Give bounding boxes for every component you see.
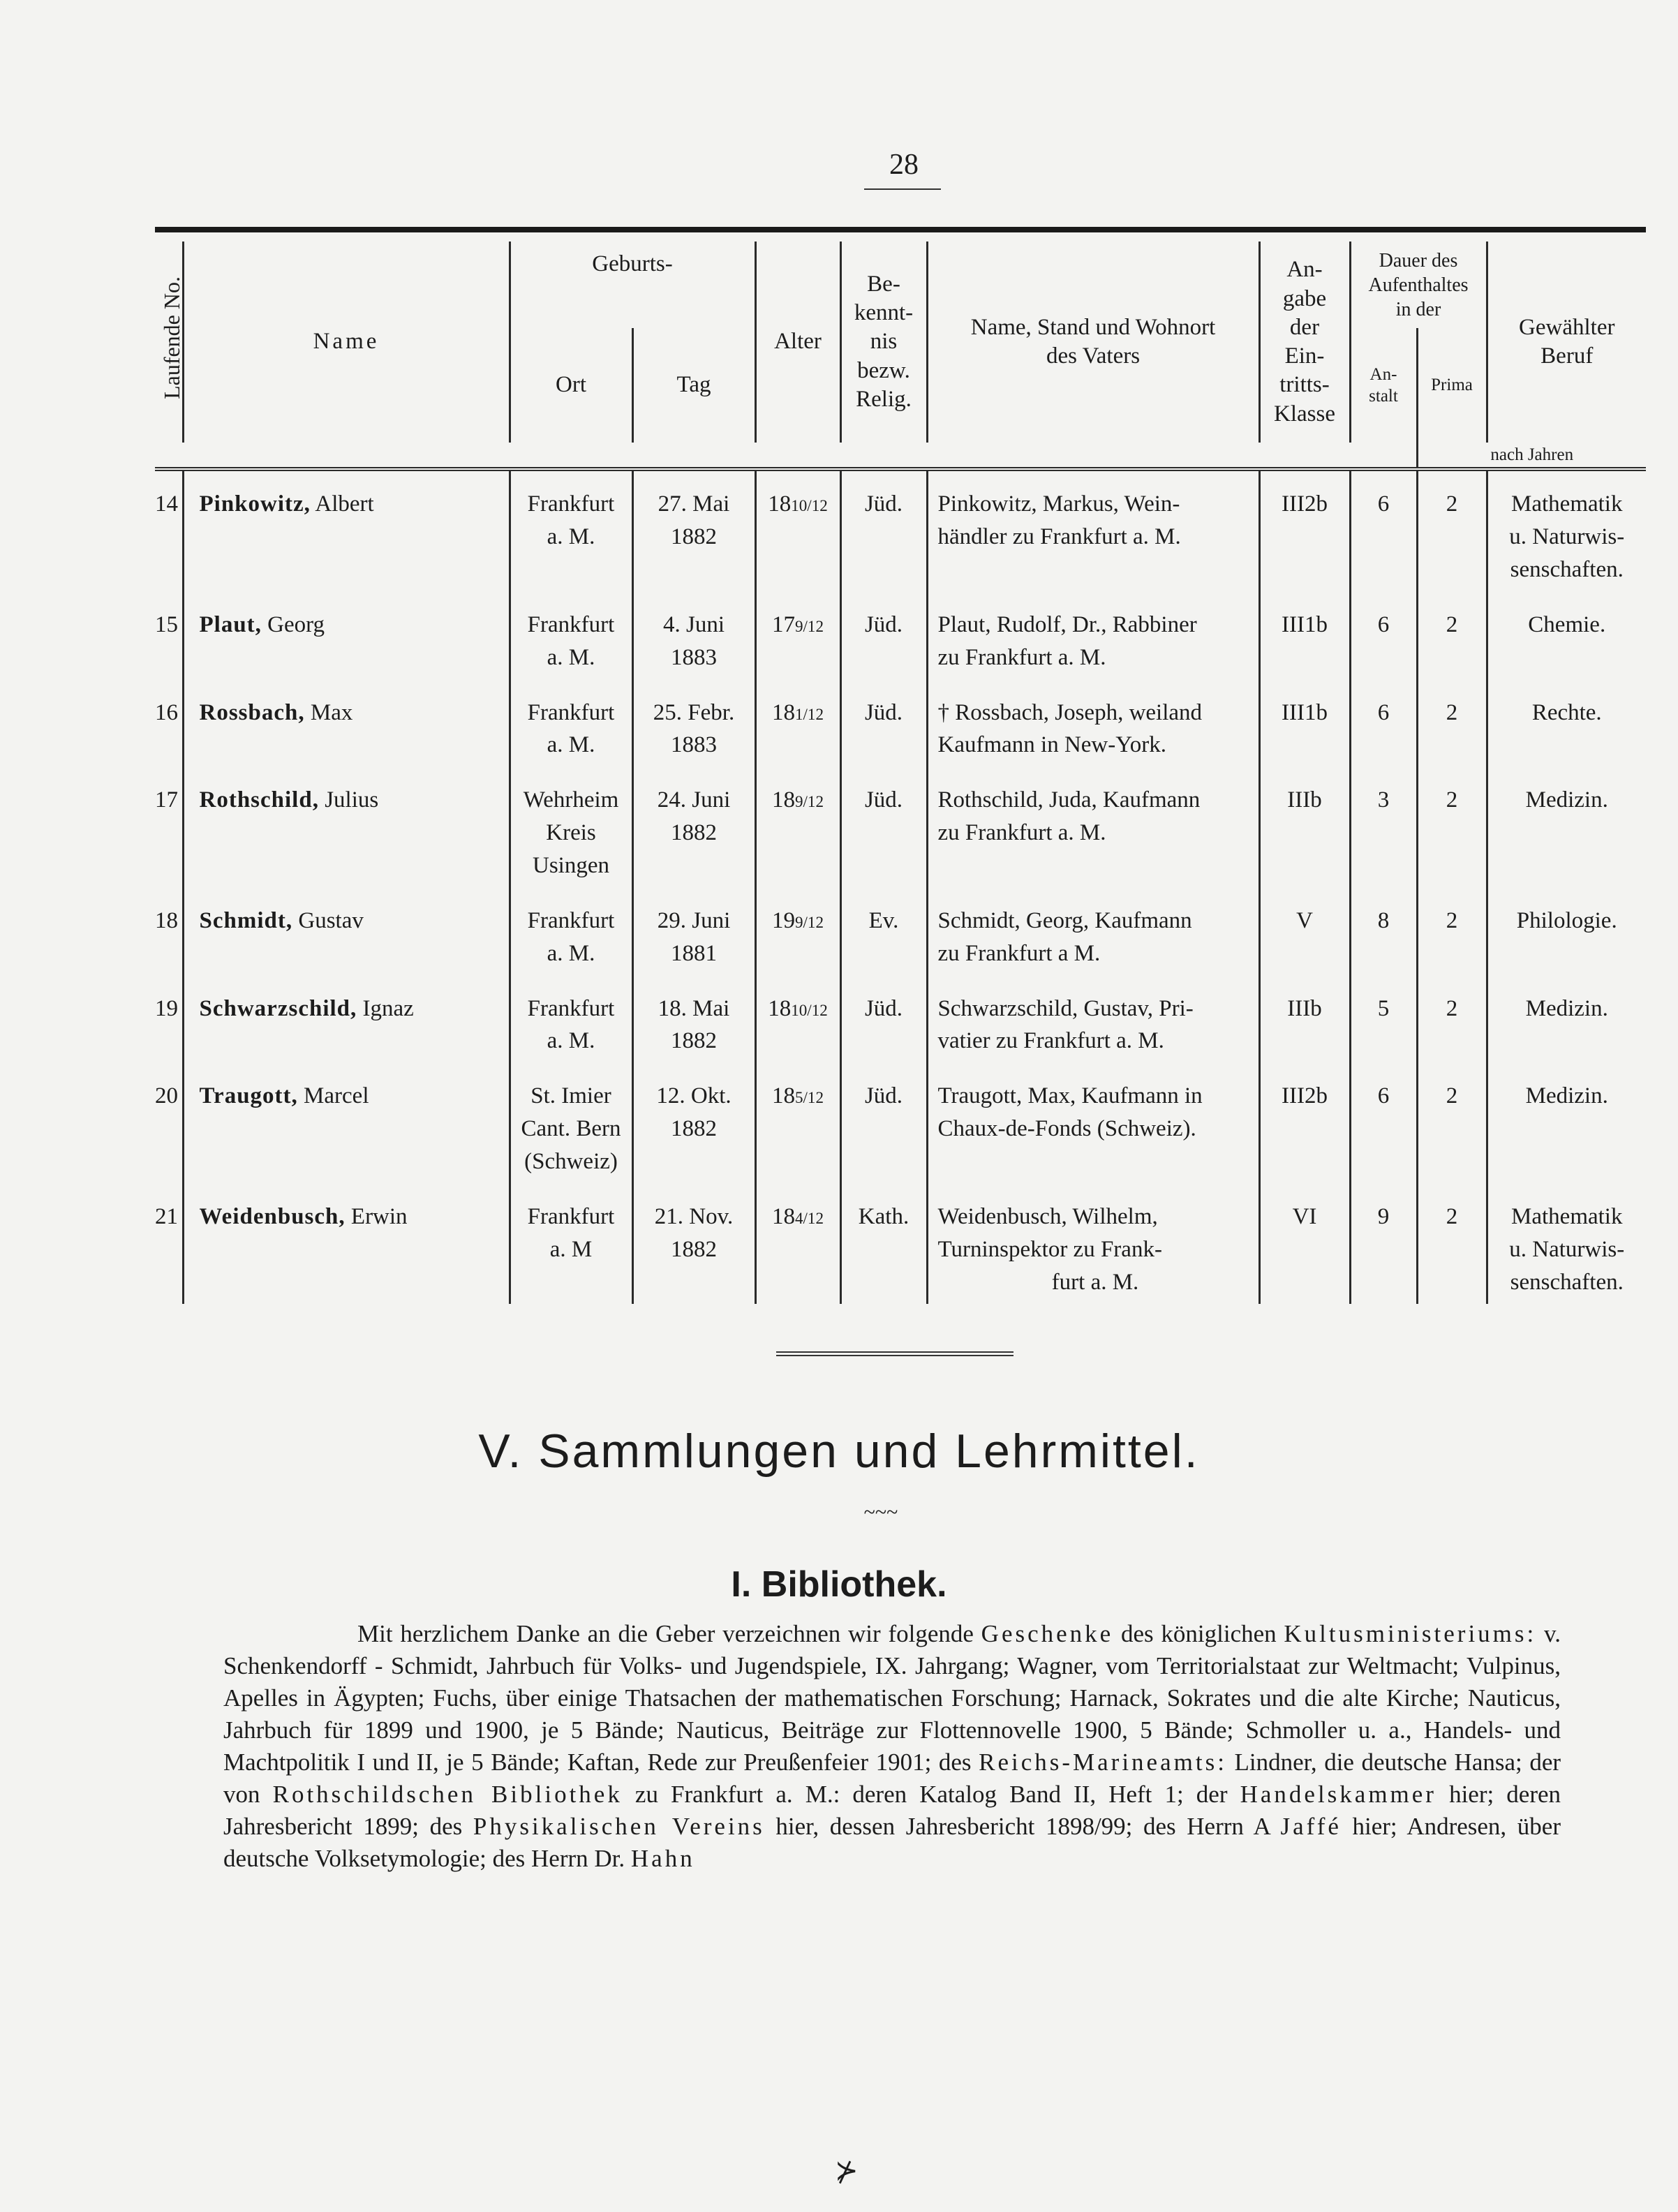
- text-run: hier, dessen Jahresbericht 1898/99; des Herrn A: [775, 1813, 1270, 1840]
- birth-place-line: St. Imier: [530, 1083, 611, 1109]
- father-info: [927, 987, 1259, 1075]
- birth-date: [632, 1195, 755, 1305]
- pupil-firstname: Albert: [315, 491, 374, 517]
- father-info: [927, 899, 1259, 987]
- birth-date-line: 12. Okt.: [656, 1083, 732, 1109]
- birth-place-line: Kreis: [546, 820, 596, 846]
- pupil-name: [183, 603, 510, 691]
- father-info-line: händler zu Frankfurt a. M.: [937, 524, 1181, 550]
- pupil-name: [183, 778, 510, 899]
- header-dauer: [1350, 242, 1487, 328]
- age-fraction: 1/12: [794, 704, 824, 723]
- separator-rule: [776, 1351, 1014, 1356]
- profession-line: senschaften.: [1510, 1269, 1624, 1295]
- age: [755, 691, 840, 779]
- birth-place-line: Cant. Bern: [521, 1116, 621, 1142]
- header-bekenntnis-line: bezw.: [857, 357, 910, 383]
- birth-place: [510, 603, 632, 691]
- entry-class: III1b: [1259, 691, 1350, 779]
- header-lfd-no-text: Laufende No.: [159, 276, 184, 400]
- father-info-line: Chaux-de-Fonds (Schweiz).: [937, 1116, 1196, 1142]
- years-prima: 2: [1417, 987, 1487, 1075]
- birth-date-line: 25. Febr.: [653, 699, 735, 725]
- birth-place: [510, 1195, 632, 1305]
- header-vater-line: des Vaters: [1046, 343, 1141, 369]
- years-prima: 2: [1417, 603, 1487, 691]
- birth-place-line: (Schweiz): [524, 1149, 618, 1174]
- text-run: v. Schenkendorff - Schmidt, Jahrbuch für Volks- und Jugendspiele, IX. Jahrgang; Wagner, vom Territorialstaat zur Weltmacht; Vulpinus, Apelles in Ägypten; Fuchs, über einige Thatsachen der mathematischen Forschung; Harnack, Sokrates und die alte Kirche; Nauticus, Jahrbuch für 1899 und 1900, je 5 Bände; Nauticus, Beiträge zur Flottennovelle 1900, 5 Bände; Schmoller u. a., Handels- und Machtpolitik I und II, je 5 Bände; Kaftan, Rede zur Preußenfeier 1901; des: [223, 1620, 1561, 1776]
- table-top-rule: [155, 227, 1646, 232]
- profession-line: Mathematik: [1511, 491, 1623, 517]
- birth-date-line: 1882: [671, 1028, 717, 1054]
- pupil-name: [183, 1074, 510, 1195]
- birth-date-line: 4. Juni: [662, 611, 725, 637]
- birth-place-line: a. M.: [547, 1028, 595, 1054]
- header-bekenntnis: [840, 242, 927, 443]
- header-eintritt-line: gabe: [1282, 285, 1327, 311]
- row-number: 15: [155, 611, 178, 637]
- years-anstalt: 3: [1350, 778, 1417, 899]
- religion: Jüd.: [840, 987, 927, 1075]
- age-years: 17: [771, 611, 795, 637]
- profession-line: Chemie.: [1528, 611, 1606, 637]
- table-row: [155, 1195, 1646, 1305]
- pupil-firstname: Marcel: [304, 1083, 369, 1109]
- text-emphasis: Kultusministeriums:: [1284, 1620, 1537, 1647]
- profession-line: Medizin.: [1525, 787, 1608, 813]
- birth-place-line: a. M.: [547, 732, 595, 758]
- father-info: [927, 691, 1259, 779]
- table-row: [155, 469, 1646, 603]
- birth-place: [510, 987, 632, 1075]
- header-name: Name: [183, 242, 510, 443]
- header-bekenntnis-line: kennt-: [854, 300, 914, 326]
- age-years: 18: [768, 491, 792, 517]
- age-years: 18: [771, 699, 795, 725]
- header-anstalt-line: stalt: [1369, 387, 1398, 406]
- father-info-line: Weidenbusch, Wilhelm,: [937, 1203, 1158, 1229]
- header-prima: Prima: [1417, 328, 1487, 443]
- entry-class: III2b: [1259, 1074, 1350, 1195]
- table-row: [155, 899, 1646, 987]
- pupil-rows: [155, 469, 1646, 1304]
- profession-line: Philologie.: [1516, 907, 1617, 933]
- pupil-surname: Weidenbusch,: [199, 1203, 346, 1229]
- header-beruf-line: Beruf: [1540, 343, 1594, 369]
- pupil-firstname: Julius: [325, 787, 379, 813]
- text-emphasis: Geschenke: [981, 1620, 1114, 1647]
- birth-place: [510, 1074, 632, 1195]
- birth-date-line: 1881: [671, 940, 717, 966]
- chosen-profession: [1487, 691, 1646, 779]
- header-anstalt-line: An-: [1369, 364, 1397, 384]
- chosen-profession: [1487, 987, 1646, 1075]
- birth-place-line: Frankfurt: [527, 1203, 615, 1229]
- header-eintritt-line: Klasse: [1274, 401, 1335, 426]
- chosen-profession: [1487, 899, 1646, 987]
- text-emphasis: Hahn: [630, 1845, 695, 1872]
- birth-place: [510, 899, 632, 987]
- father-info-line: Schwarzschild, Gustav, Pri-: [937, 995, 1194, 1021]
- birth-date-line: 29. Juni: [657, 907, 731, 933]
- birth-place-line: Frankfurt: [527, 699, 615, 725]
- father-info-line: Plaut, Rudolf, Dr., Rabbiner: [937, 611, 1197, 637]
- years-prima: 2: [1417, 691, 1487, 779]
- header-dauer-line: Aufenthaltes: [1368, 274, 1469, 296]
- years-prima: 2: [1417, 469, 1487, 603]
- birth-place-line: a. M.: [547, 940, 595, 966]
- pupil-surname: Schmidt,: [199, 907, 293, 933]
- profession-line: u. Naturwis-: [1509, 1236, 1625, 1262]
- pupil-firstname: Georg: [267, 611, 325, 637]
- text-emphasis: Physikalischen Vereins: [473, 1813, 765, 1840]
- father-info-line: Traugott, Max, Kaufmann in: [937, 1083, 1203, 1109]
- pupil-firstname: Ignaz: [362, 995, 414, 1021]
- header-dauer-line: Dauer des: [1379, 250, 1458, 272]
- table-row: [155, 1074, 1646, 1195]
- birth-date: [632, 691, 755, 779]
- entry-class: V: [1259, 899, 1350, 987]
- father-info: [927, 1074, 1259, 1195]
- father-info-line: † Rossbach, Joseph, weiland: [937, 699, 1203, 725]
- birth-date-line: 27. Mai: [658, 491, 730, 517]
- age-years: 18: [768, 995, 792, 1021]
- header-eintritt-line: tritts-: [1279, 372, 1330, 398]
- pupil-firstname: Max: [310, 699, 353, 725]
- birth-place: [510, 691, 632, 779]
- entry-class: IIIb: [1259, 987, 1350, 1075]
- father-info-line: zu Frankfurt a. M.: [937, 644, 1106, 670]
- text-emphasis: Rothschildschen Bibliothek: [272, 1781, 623, 1808]
- header-alter: Alter: [755, 242, 840, 443]
- years-anstalt: 6: [1350, 603, 1417, 691]
- birth-date-line: 1882: [671, 524, 717, 550]
- header-vater-line: Name, Stand und Wohnort: [970, 314, 1216, 340]
- pupil-name: [183, 899, 510, 987]
- profession-line: u. Naturwis-: [1509, 524, 1625, 550]
- age-years: 19: [771, 907, 795, 933]
- religion: Ev.: [840, 899, 927, 987]
- row-number: 18: [155, 907, 178, 933]
- pupil-name: [183, 987, 510, 1075]
- row-number: 20: [155, 1083, 178, 1109]
- birth-place: [510, 778, 632, 899]
- header-row-1: [155, 242, 1646, 328]
- pupil-table: [155, 242, 1646, 1304]
- religion: Jüd.: [840, 603, 927, 691]
- age: [755, 1195, 840, 1305]
- text-run: zu Frankfurt a. M.: deren Katalog Band II, Heft 1; der: [634, 1781, 1228, 1808]
- age: [755, 603, 840, 691]
- text-run: Lindner, die deutsche Hansa; der von: [223, 1749, 1561, 1808]
- pupil-surname: Plaut,: [199, 611, 262, 637]
- header-nach-jahren: nach Jahren: [1417, 443, 1646, 469]
- chosen-profession: [1487, 778, 1646, 899]
- years-prima: 2: [1417, 778, 1487, 899]
- years-prima: 2: [1417, 1074, 1487, 1195]
- row-number: 17: [155, 787, 178, 813]
- header-eintritt-line: Ein-: [1284, 343, 1325, 369]
- birth-place-line: Frankfurt: [527, 611, 615, 637]
- birth-date: [632, 987, 755, 1075]
- profession-line: senschaften.: [1510, 556, 1624, 582]
- age: [755, 1074, 840, 1195]
- father-info-line: Kaufmann in New-York.: [937, 732, 1167, 758]
- entry-class: VI: [1259, 1195, 1350, 1305]
- age-years: 18: [771, 1203, 795, 1229]
- header-geburts: Geburts-: [510, 242, 755, 328]
- text-run: hier; Andresen, über deutsche Volksetymologie; des Herrn Dr.: [223, 1813, 1561, 1872]
- section-title: V. Sammlungen und Lehrmittel.: [478, 1425, 1200, 1478]
- years-prima: 2: [1417, 899, 1487, 987]
- library-paragraph: [223, 1618, 1561, 1875]
- religion: Jüd.: [840, 778, 927, 899]
- birth-place-line: Usingen: [533, 852, 609, 878]
- text-run: Mit herzlichem Danke an die Geber verzeichnen wir folgende: [357, 1620, 974, 1647]
- chosen-profession: [1487, 1074, 1646, 1195]
- religion: Kath.: [840, 1195, 927, 1305]
- header-dauer-line: in der: [1395, 299, 1441, 320]
- religion: Jüd.: [840, 691, 927, 779]
- header-tag: Tag: [632, 328, 755, 443]
- table-row: [155, 778, 1646, 899]
- birth-date-line: 24. Juni: [657, 787, 731, 813]
- pupil-name: [183, 469, 510, 603]
- years-anstalt: 6: [1350, 691, 1417, 779]
- header-eintritt-line: der: [1289, 314, 1320, 340]
- chosen-profession: [1487, 469, 1646, 603]
- chosen-profession: [1487, 1195, 1646, 1305]
- ornament-swirl: ~~~: [863, 1501, 898, 1524]
- age-fraction: 9/12: [794, 616, 824, 635]
- age: [755, 469, 840, 603]
- header-bekenntnis-line: Relig.: [856, 386, 912, 412]
- birth-date-line: 21. Nov.: [654, 1203, 734, 1229]
- text-emphasis: Reichs-Marineamts:: [979, 1749, 1227, 1776]
- father-info-line: zu Frankfurt a M.: [937, 940, 1101, 966]
- birth-date: [632, 469, 755, 603]
- pupil-surname: Rothschild,: [199, 787, 319, 813]
- birth-date-line: 18. Mai: [658, 995, 730, 1021]
- header-beruf-line: Gewählter: [1519, 314, 1615, 340]
- age-fraction: 9/12: [794, 912, 824, 931]
- row-number: 16: [155, 699, 178, 725]
- years-anstalt: 9: [1350, 1195, 1417, 1305]
- header-eintrittsklasse: [1259, 242, 1350, 443]
- table-row: [155, 603, 1646, 691]
- subsection-title: I. Bibliothek.: [731, 1564, 947, 1605]
- father-info: [927, 469, 1259, 603]
- father-info-line: furt a. M.: [1051, 1269, 1139, 1295]
- age-fraction: 9/12: [794, 792, 824, 811]
- row-number: 14: [155, 491, 178, 517]
- birth-date-line: 1882: [671, 1116, 717, 1142]
- father-info: [927, 603, 1259, 691]
- father-info-line: Schmidt, Georg, Kaufmann: [937, 907, 1192, 933]
- page-number: 28: [889, 149, 919, 181]
- father-info-line: vatier zu Frankfurt a. M.: [937, 1028, 1164, 1054]
- birth-date-line: 1882: [671, 820, 717, 846]
- age: [755, 899, 840, 987]
- header-ort: Ort: [510, 328, 632, 443]
- text-run: des königlichen: [1120, 1620, 1277, 1647]
- header-bekenntnis-line: Be-: [867, 271, 900, 297]
- header-eintritt-line: An-: [1286, 257, 1323, 283]
- birth-date-line: 1883: [671, 644, 717, 670]
- years-anstalt: 5: [1350, 987, 1417, 1075]
- birth-date: [632, 899, 755, 987]
- pupil-surname: Pinkowitz,: [199, 491, 311, 517]
- age: [755, 778, 840, 899]
- header-lfd-no: [155, 242, 183, 443]
- age-years: 18: [771, 787, 795, 813]
- religion: Jüd.: [840, 469, 927, 603]
- religion: Jüd.: [840, 1074, 927, 1195]
- pupil-surname: Traugott,: [199, 1083, 298, 1109]
- entry-class: III2b: [1259, 469, 1350, 603]
- text-emphasis: Jaffé: [1280, 1813, 1342, 1840]
- footer-mark: ⊁: [835, 2155, 859, 2186]
- birth-place-line: Wehrheim: [523, 787, 619, 813]
- age-years: 18: [771, 1083, 795, 1109]
- table-row: [155, 691, 1646, 779]
- birth-date-line: 1883: [671, 732, 717, 758]
- father-info: [927, 778, 1259, 899]
- header-anstalt: [1350, 328, 1417, 443]
- row-number: 19: [155, 995, 178, 1021]
- years-anstalt: 8: [1350, 899, 1417, 987]
- entry-class: III1b: [1259, 603, 1350, 691]
- father-info-line: Turninspektor zu Frank-: [937, 1236, 1162, 1262]
- birth-place: [510, 469, 632, 603]
- pupil-firstname: Gustav: [298, 907, 364, 933]
- age-fraction: 10/12: [791, 1000, 828, 1019]
- pupil-name: [183, 691, 510, 779]
- years-anstalt: 6: [1350, 1074, 1417, 1195]
- pupil-surname: Schwarzschild,: [199, 995, 357, 1021]
- birth-place-line: a. M.: [547, 524, 595, 550]
- chosen-profession: [1487, 603, 1646, 691]
- birth-place-line: a. M.: [547, 644, 595, 670]
- birth-date: [632, 1074, 755, 1195]
- pupil-surname: Rossbach,: [199, 699, 305, 725]
- page-number-underline: [864, 188, 941, 190]
- age-fraction: 10/12: [791, 496, 828, 515]
- profession-line: Rechte.: [1531, 699, 1602, 725]
- profession-line: Medizin.: [1525, 995, 1608, 1021]
- header-vater: [927, 242, 1259, 443]
- birth-place-line: a. M: [549, 1236, 593, 1262]
- father-info-line: Rothschild, Juda, Kaufmann: [937, 787, 1201, 813]
- header-bekenntnis-line: nis: [870, 329, 898, 355]
- father-info: [927, 1195, 1259, 1305]
- years-prima: 2: [1417, 1195, 1487, 1305]
- profession-line: Mathematik: [1511, 1203, 1623, 1229]
- father-info-line: Pinkowitz, Markus, Wein-: [937, 491, 1180, 517]
- birth-date: [632, 603, 755, 691]
- birth-date: [632, 778, 755, 899]
- birth-date-line: 1882: [671, 1236, 717, 1262]
- header-row-3: [155, 443, 1646, 469]
- pupil-firstname: Erwin: [350, 1203, 408, 1229]
- birth-place-line: Frankfurt: [527, 491, 615, 517]
- profession-line: Medizin.: [1525, 1083, 1608, 1109]
- table-row: [155, 987, 1646, 1075]
- header-beruf: [1487, 242, 1646, 443]
- pupil-name: [183, 1195, 510, 1305]
- text-run: hier; deren Jahresbericht 1899; des: [223, 1781, 1561, 1840]
- birth-place-line: Frankfurt: [527, 995, 615, 1021]
- years-anstalt: 6: [1350, 469, 1417, 603]
- age: [755, 987, 840, 1075]
- entry-class: IIIb: [1259, 778, 1350, 899]
- birth-place-line: Frankfurt: [527, 907, 615, 933]
- age-fraction: 4/12: [794, 1208, 824, 1227]
- row-number: 21: [155, 1203, 178, 1229]
- father-info-line: zu Frankfurt a. M.: [937, 820, 1106, 846]
- age-fraction: 5/12: [794, 1088, 824, 1107]
- text-emphasis: Handelskammer: [1240, 1781, 1436, 1808]
